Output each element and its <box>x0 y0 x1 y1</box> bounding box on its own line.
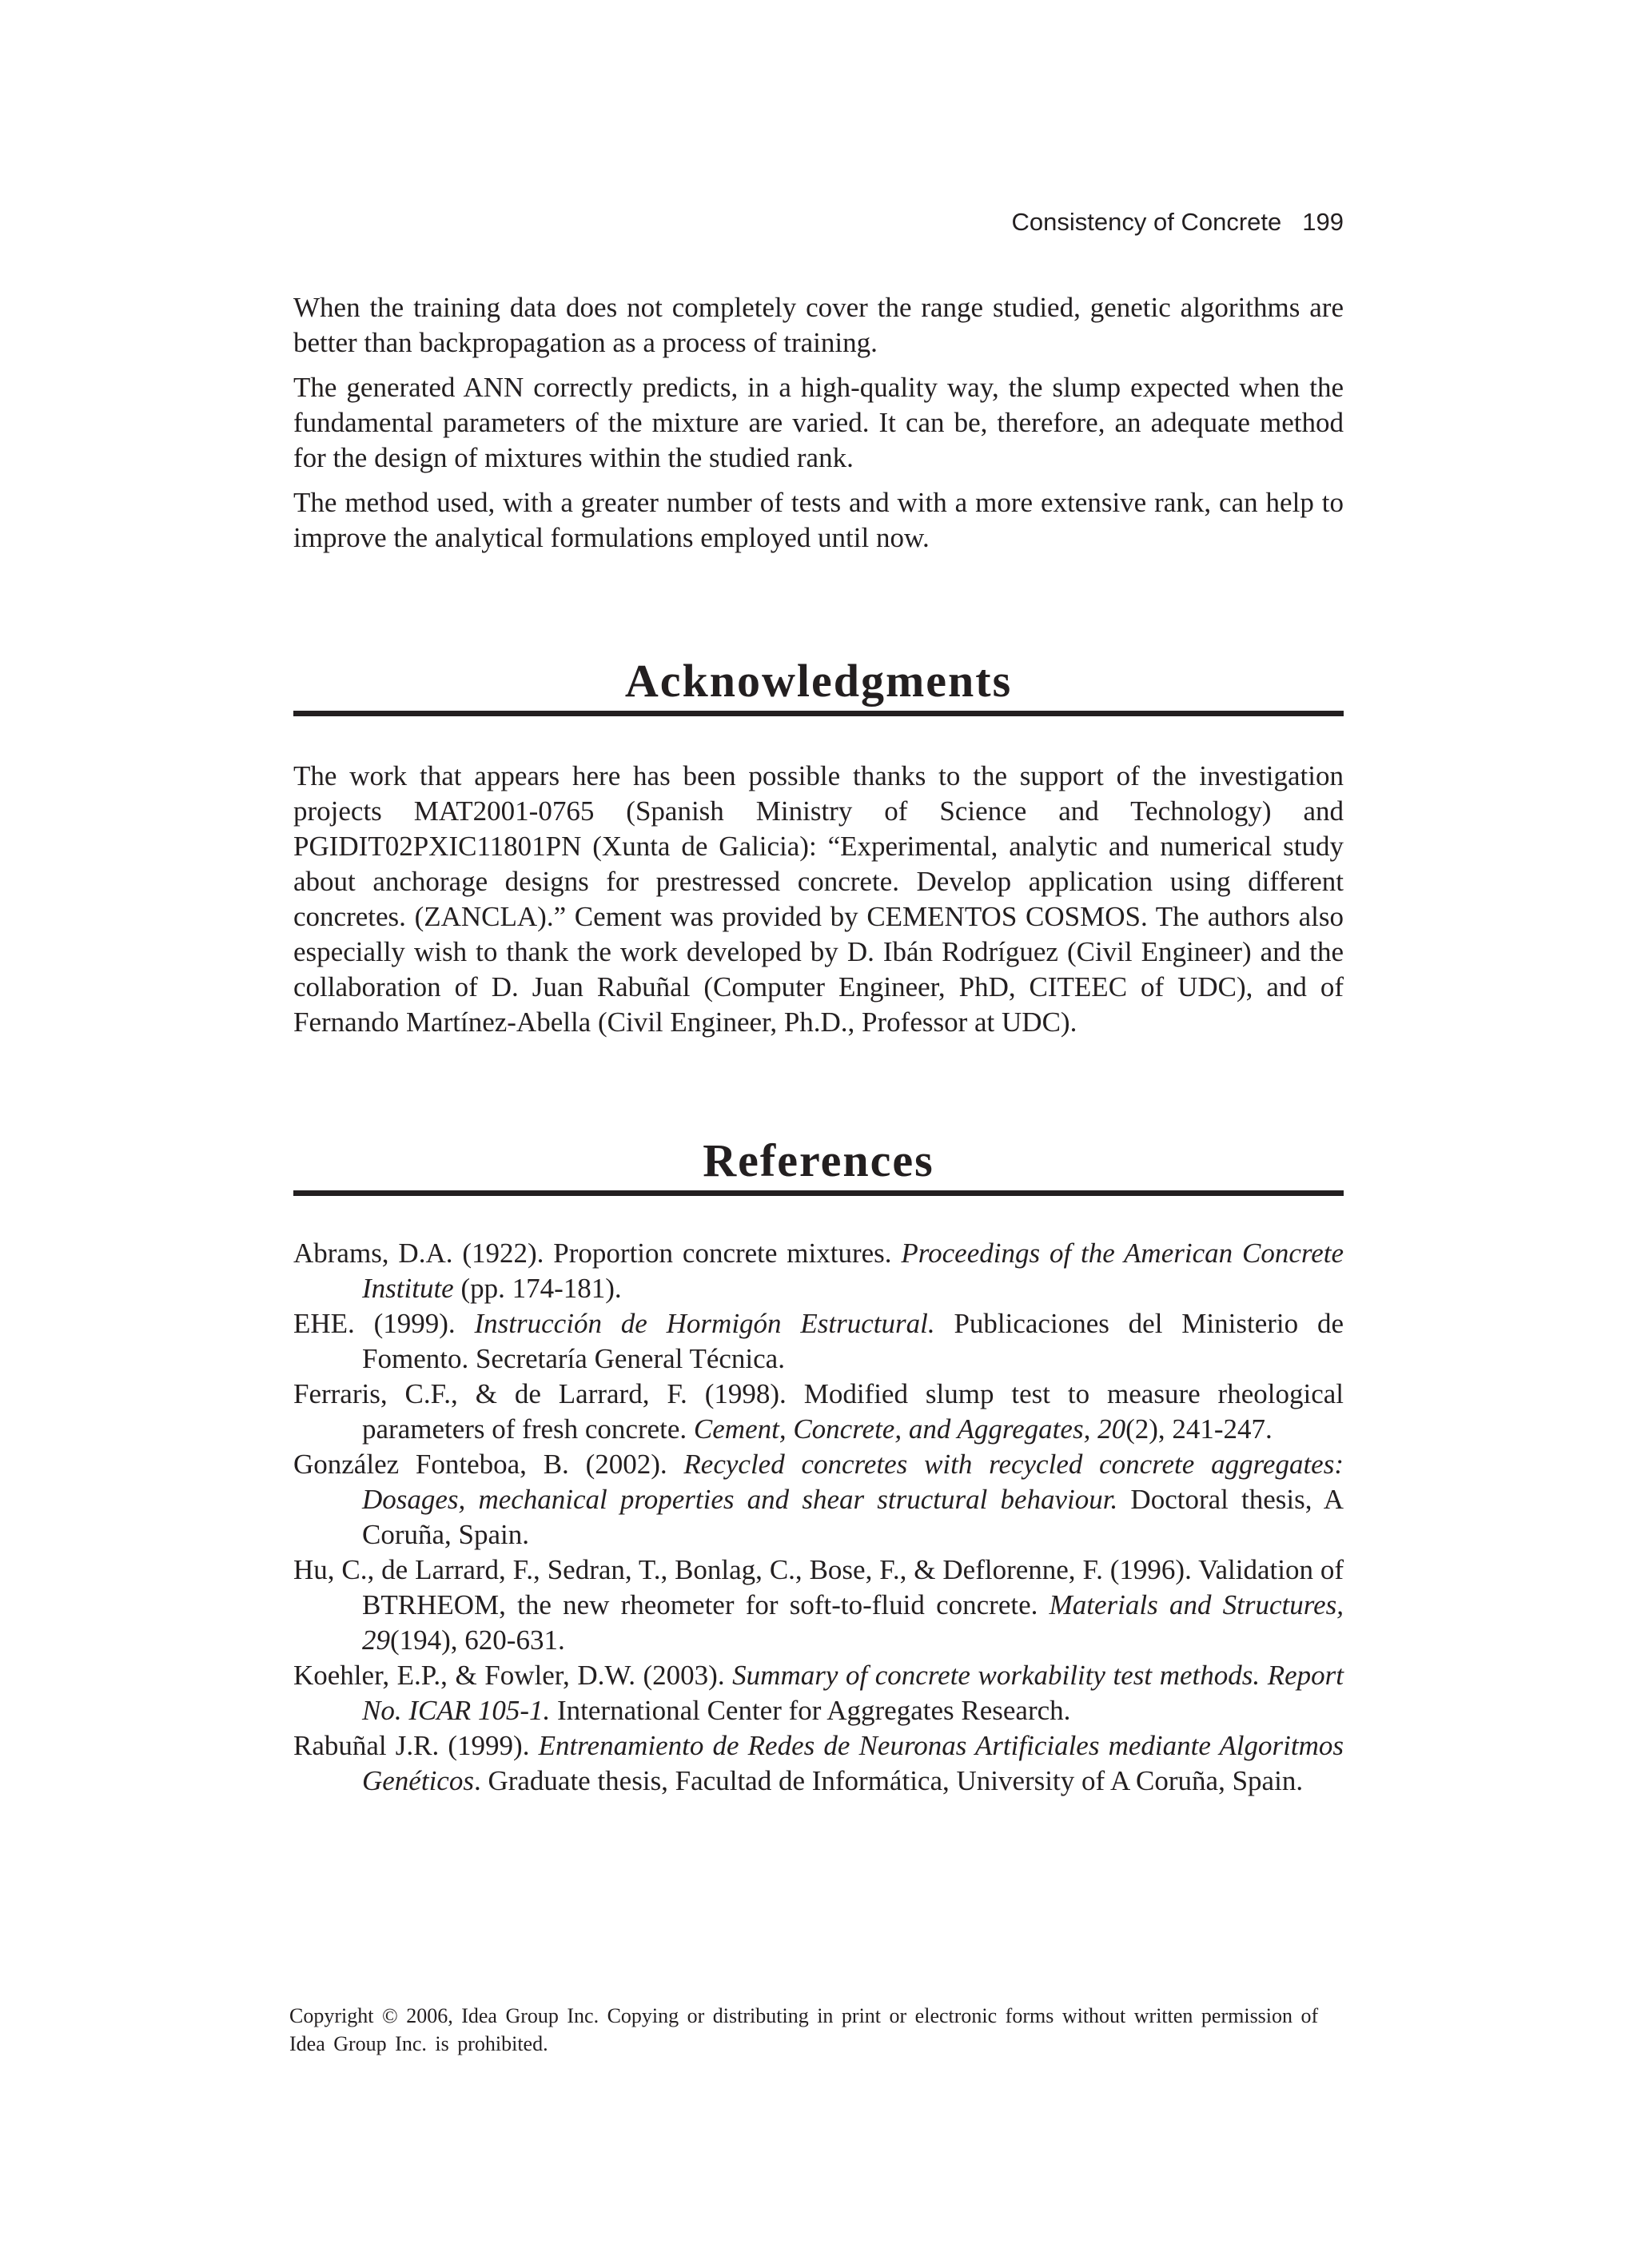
reference-text: González Fonteboa, B. (2002). <box>293 1449 684 1480</box>
reference-title: Cement, Concrete, and Aggregates, 20 <box>693 1413 1126 1445</box>
conclusion-paragraph-3: The method used, with a greater number of tests and with a more extensive rank, can help to improve the analytical formulations employed until now. <box>293 487 1344 553</box>
reference-text: (pp. 174-181). <box>453 1273 622 1304</box>
reference-entry-abrams <box>293 1236 1344 1306</box>
reference-title: Entrenamiento de Redes de Neuronas Artificiales mediante Algoritmos Genéticos <box>362 1730 1344 1796</box>
reference-title: Instrucción de Hormigón Estructural. <box>474 1308 935 1339</box>
reference-text: (2), 241-247. <box>1125 1413 1273 1445</box>
reference-text: Doctoral thesis, A Coruña, Spain. <box>362 1484 1344 1550</box>
references-heading: References <box>293 1133 1344 1196</box>
reference-text: Abrams, D.A. (1922). Proportion concrete mixtures. <box>293 1238 902 1269</box>
reference-text: EHE. (1999). <box>293 1308 475 1339</box>
running-head-title: Consistency of Concrete <box>1011 208 1282 236</box>
reference-title: Materials and Structures, 29 <box>362 1589 1344 1656</box>
reference-title: Recycled concretes with recycled concrete aggregates: Dosages, mechanical properties and shear structural behaviour. <box>362 1449 1344 1515</box>
reference-text: Koehler, E.P., & Fowler, D.W. (2003). <box>293 1660 733 1691</box>
reference-entry-hu <box>293 1553 1344 1658</box>
copyright-notice: Copyright © 2006, Idea Group Inc. Copying or distributing in print or electronic forms without written permission of Idea Group Inc. is prohibited. <box>289 2004 1319 2055</box>
acknowledgments-paragraph: The work that appears here has been possible thanks to the support of the investigation projects MAT2001-0765 (Spanish Ministry of Science and Technology) and PGIDIT02PXIC11801PN (Xunta de Galicia): “Experimental, analytic and numerical study about anchorage designs for prestressed concrete. Develop application using different concretes. (ZANCLA).” Cement was provided by CEMENTOS COSMOS. The authors also especially wish to thank the work developed by D. Ibán Rodríguez (Civil Engineer) and the collaboration of D. Juan Rabuñal (Computer Engineer, PhD, CITEEC of UDC), and of Fernando Martínez-Abella (Civil Engineer, Ph.D., Professor at UDC). <box>293 760 1344 1038</box>
reference-entry-rabunal <box>293 1728 1344 1799</box>
conclusions-section <box>293 290 1344 556</box>
acknowledgments-section <box>293 759 1344 1040</box>
running-head <box>1012 208 1344 237</box>
reference-title: Summary of concrete workability test methods. Report No. ICAR 105-1. <box>362 1660 1344 1726</box>
reference-text: . Graduate thesis, Facultad de Informática, University of A Coruña, Spain. <box>473 1765 1304 1796</box>
reference-title: Proceedings of the American Concrete Institute <box>362 1238 1344 1304</box>
reference-entry-ferraris <box>293 1377 1344 1447</box>
reference-entry-koehler <box>293 1658 1344 1728</box>
conclusion-paragraph-1: When the training data does not completely cover the range studied, genetic algorithms are better than backpropagation as a process of training. <box>293 292 1344 358</box>
references-list <box>293 1236 1344 1799</box>
reference-entry-gonzalez <box>293 1447 1344 1553</box>
conclusion-paragraph-2: The generated ANN correctly predicts, in a high-quality way, the slump expected when the fundamental parameters of the mixture are varied. It can be, therefore, an adequate method for the design of mixtures within the studied rank. <box>293 372 1344 473</box>
acknowledgments-heading: Acknowledgments <box>293 653 1344 716</box>
reference-text: (194), 620-631. <box>390 1624 565 1656</box>
reference-text: International Center for Aggregates Research. <box>550 1695 1071 1726</box>
reference-text: Ferraris, C.F., & de Larrard, F. (1998). Modified slump test to measure rheological parameters of fresh concrete. <box>293 1378 1344 1445</box>
page-number: 199 <box>1302 208 1344 236</box>
reference-text: Hu, C., de Larrard, F., Sedran, T., Bonlag, C., Bose, F., & Deflorenne, F. (1996). Validation of BTRHEOM, the new rheometer for soft-to-fluid concrete. <box>293 1554 1344 1620</box>
reference-entry-ehe <box>293 1306 1344 1377</box>
reference-text: Rabuñal J.R. (1999). <box>293 1730 539 1761</box>
reference-text: Publicaciones del Ministerio de Fomento. Secretaría General Técnica. <box>362 1308 1344 1374</box>
